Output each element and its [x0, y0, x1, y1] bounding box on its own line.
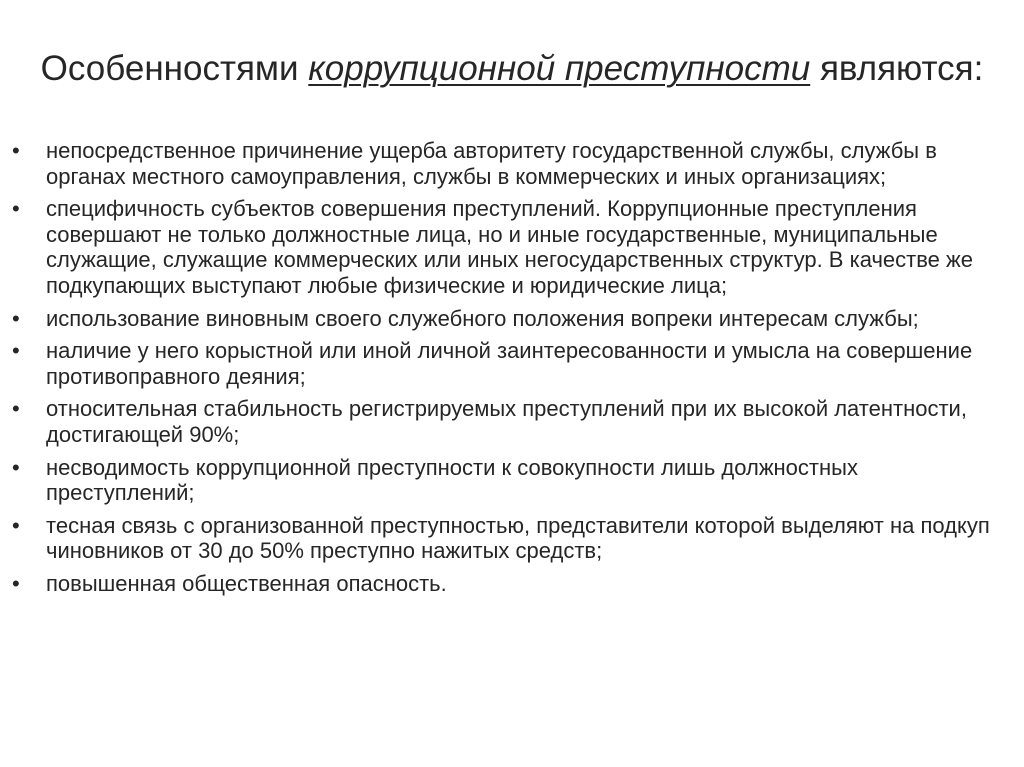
- title-prefix: Особенностями: [40, 49, 309, 89]
- bullet-dot-icon: •: [12, 570, 20, 596]
- list-item-text: непосредственное причинение ущерба авторитету государственной службы, службы в органах местного самоуправления, службы в коммерческих и иных организациях;: [46, 138, 937, 189]
- title-emphasis: коррупционной преступности: [308, 49, 811, 89]
- list-item: [12, 338, 1002, 389]
- list-item: [12, 306, 1002, 332]
- bullet-dot-icon: •: [12, 305, 20, 331]
- list-item-text: специфичность субъектов совершения преступлений. Коррупционные преступления совершают не только должностные лица, но и иные государственные, муниципальные служащие, служащие коммерческих или иных негосударственных структур. В качестве же подкупающих выступают любые физические и юридические лица;: [46, 196, 973, 298]
- bullet-dot-icon: •: [12, 138, 20, 163]
- bullet-dot-icon: •: [12, 396, 20, 422]
- list-item: [12, 396, 1002, 447]
- list-item-text: использование виновным своего служебного положения вопреки интересам службы;: [46, 305, 919, 331]
- list-item: [12, 571, 1002, 597]
- list-item: [12, 138, 1002, 189]
- list-item-text: тесная связь с организованной преступностью, представители которой выделяют на подкуп чиновников от 30 до 50% преступно нажитых средств;: [46, 512, 990, 564]
- bullet-dot-icon: •: [12, 196, 20, 222]
- list-item-text: повышенная общественная опасность.: [46, 570, 447, 596]
- bullet-list: [12, 138, 1002, 604]
- slide-title: [0, 45, 1024, 93]
- list-item-text: наличие у него корыстной или иной личной заинтересованности и умысла на совершение противоправного деяния;: [46, 338, 973, 389]
- list-item: [12, 513, 1002, 564]
- bullet-dot-icon: •: [12, 338, 20, 364]
- title-suffix: являются:: [810, 49, 984, 89]
- list-item: [12, 196, 1002, 298]
- bullet-dot-icon: •: [12, 512, 20, 538]
- list-item: [12, 455, 1002, 506]
- list-item-text: относительная стабильность регистрируемых преступлений при их высокой латентности, достигающей 90%;: [46, 396, 967, 447]
- list-item-text: несводимость коррупционной преступности к совокупности лишь должностных преступлений;: [46, 454, 858, 506]
- bullet-dot-icon: •: [12, 454, 20, 480]
